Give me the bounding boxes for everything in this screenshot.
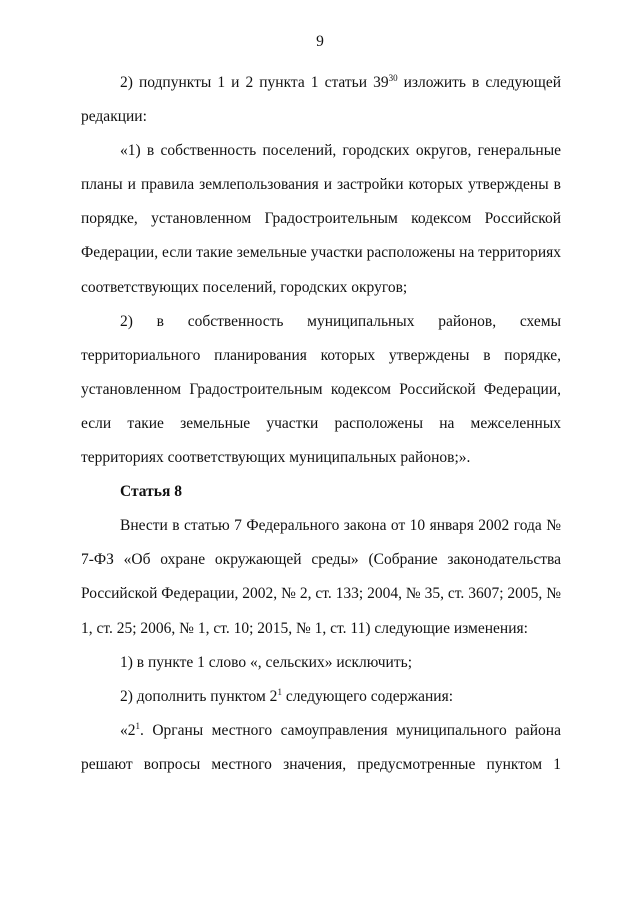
document-body <box>81 66 561 782</box>
paragraph-settlements: «1) в собственность поселений, городских округов, генеральные планы и правила землепользования и застройки которых утверждены в порядке, установленном Градостроительным кодексом Российской Федерации, если такие земельные участки расположены на территориях соответствующих поселений, городских округов; <box>81 142 561 296</box>
paragraph-text: следующего содержания: <box>281 687 454 705</box>
superscript: 1 <box>135 720 140 731</box>
page-number: 9 <box>316 33 324 50</box>
paragraph-text: «2 <box>120 721 136 739</box>
paragraph-text: . Органы местного самоуправления муниципального района решают вопросы местного значения, предусмотренные пунктом 1 <box>81 721 561 773</box>
paragraph-point-2-1 <box>81 714 561 782</box>
paragraph-change-2 <box>81 680 561 714</box>
paragraph-text: 2) дополнить пунктом 2 <box>120 687 278 705</box>
superscript: 1 <box>277 686 282 697</box>
article-heading: Статья 8 <box>120 483 182 501</box>
paragraph-text: 2) подпункты 1 и 2 пункта 1 статьи 39 <box>120 74 389 91</box>
superscript: 30 <box>388 73 398 83</box>
paragraph-municipal-districts: 2) в собственность муниципальных районов, схемы территориального планирования которых утверждены в порядке, установленном Градостроительным кодексом Российской Федерации, если такие земельные участки расположены на межселенных территориях соответствующих муниципальных районов;». <box>81 312 561 467</box>
paragraph-change-1: 1) в пункте 1 слово «, сельских» исключить; <box>120 653 413 671</box>
paragraph-amendment-39-30 <box>81 66 561 134</box>
paragraph-article-8-intro: Внести в статью 7 Федерального закона от 10 января 2002 года № 7-ФЗ «Об охране окружающей среды» (Собрание законодательства Российской Федерации, 2002, № 2, ст. 133; 2004, № 35, ст. 3607; 2005, № 1, ст. 25; 2006, № 1, ст. 10; 2015, № 1, ст. 11) следующие изменения: <box>81 517 561 637</box>
paragraph-text: изложить в следующей редакции: <box>81 74 561 126</box>
